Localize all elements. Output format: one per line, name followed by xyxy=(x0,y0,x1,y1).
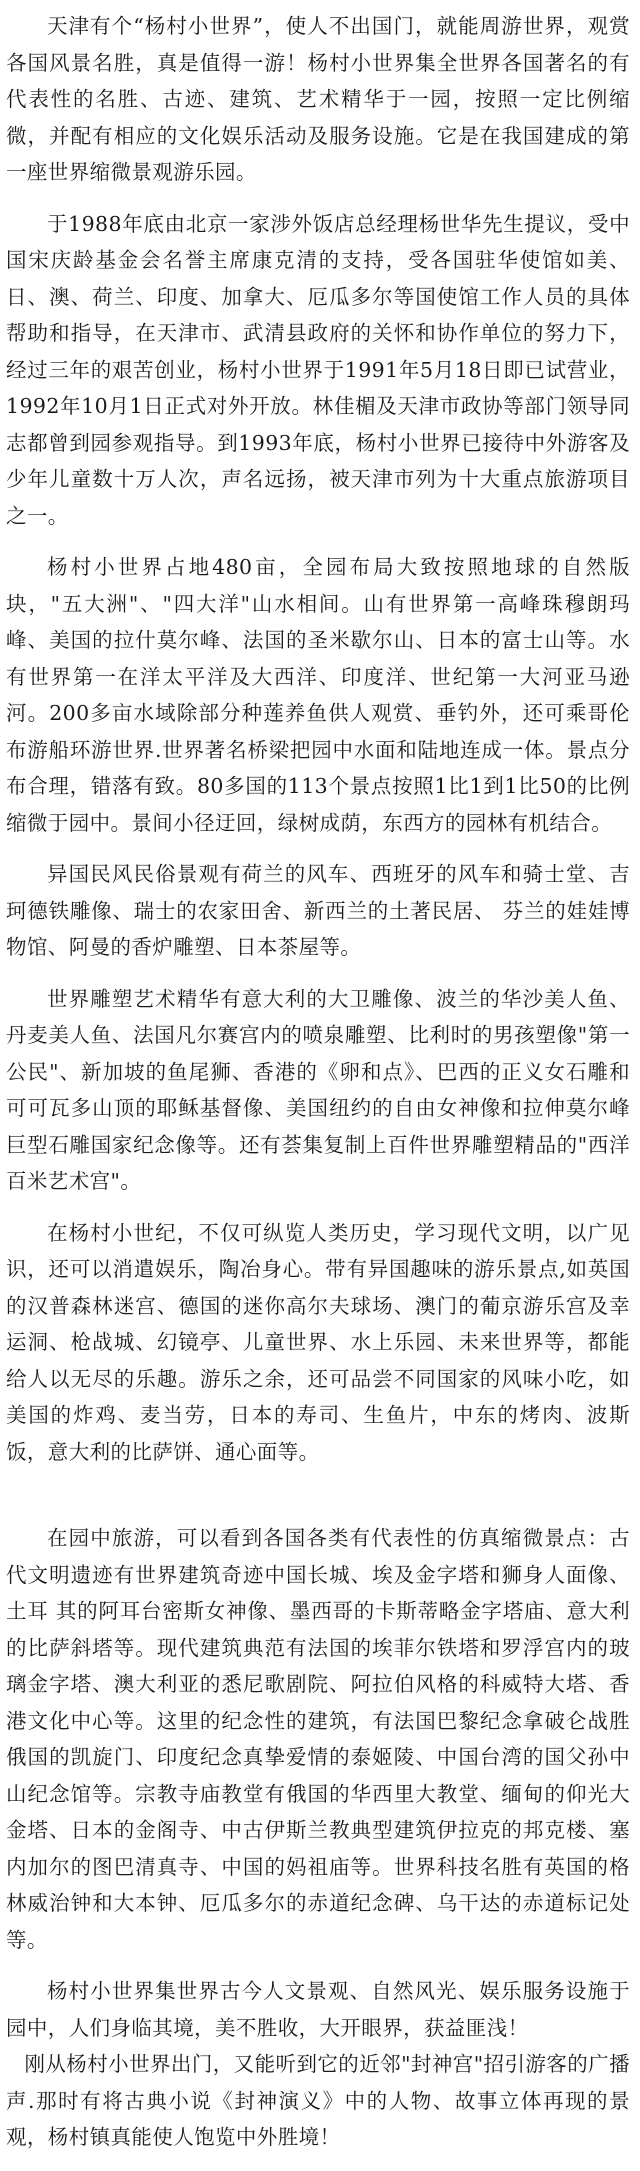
paragraph-layout: 杨村小世界占地480亩，全园布局大致按照地球的自然版块，"五大洲"、"四大洋"山水相间。山有世界第一高峰珠穆朗玛峰、美国的拉什莫尔峰、法国的圣米歇尔山、日本的富士山等。水有世界第一在洋太平洋及大西洋、印度洋、世纪第一大河亚马逊河。200多亩水域除部分种莲养鱼供人观赏、垂钓外，还可乘哥伦布游船环游世界.世界著名桥梁把园中水面和陆地连成一体。景点分布合理，错落有致。80多国的113个景点按照1比1到1比50的比例缩微于园中。景间小径迂回，绿树成荫，东西方的园林有机结合。 xyxy=(6,555,630,835)
paragraph-fengshen-palace: 刚从杨村小世界出门，又能听到它的近邻"封神宫"招引游客的广播声.那时有将古典小说《封神演义》中的人物、故事立体再现的景观，杨村镇真能使人饱览中外胜境！ xyxy=(6,2052,630,2149)
paragraph-folk-customs: 异国民风民俗景观有荷兰的风车、西班牙的风车和骑士堂、吉珂德铁雕像、瑞士的农家田舍、新西兰的土著民居、 芬兰的娃娃博物馆、阿曼的香炉雕塑、日本茶屋等。 xyxy=(6,862,630,959)
paragraph-intro: 天津有个“杨村小世界”，使人不出国门，就能周游世界，观赏各国风景名胜，真是值得一游！杨村小世界集全世界各国著名的有代表性的名胜、古迹、建筑、艺术精华于一园，按照一定比例缩微，并配有相应的文化娱乐活动及服务设施。它是在我国建成的第一座世界缩微景观游乐园。 xyxy=(6,14,630,184)
paragraph-history: 于1988年底由北京一家涉外饭店总经理杨世华先生提议，受中国宋庆龄基金会名誉主席康克清的支持，受各国驻华使馆如美、日、澳、荷兰、印度、加拿大、厄瓜多尔等国使馆工作人员的具体帮助和指导，在天津市、武清县政府的关怀和协作单位的努力下，经过三年的艰苦创业，杨村小世界于1991年5月18日即已试营业，1992年10月1日正式对外开放。林佳楣及天津市政协等部门领导同志都曾到园参观指导。到1993年底，杨村小世界已接待中外游客及少年儿童数十万人次，声名远扬，被天津市列为十大重点旅游项目之一。 xyxy=(6,211,630,528)
article-body xyxy=(6,8,630,2171)
paragraph-summary: 杨村小世界集世界古今人文景观、自然风光、娱乐服务设施于园中，人们身临其境，美不胜收，大开眼界，获益匪浅！ xyxy=(6,1979,630,2040)
paragraph-entertainment: 在杨村小世纪，不仅可纵览人类历史，学习现代文明，以广见识，还可以消遣娱乐，陶冶身心。带有异国趣味的游乐景点,如英国的汉普森林迷宫、德国的迷你高尔夫球场、澳门的葡京游乐宫及幸运洞、枪战城、幻镜亭、儿童世界、水上乐园、未来世界等，都能给人以无尽的乐趣。游乐之余，还可品尝不同国家的风味小吃，如美国的炸鸡、麦当劳，日本的寿司、生鱼片，中东的烤肉、波斯饭，意大利的比萨饼、通心面等。 xyxy=(6,1220,630,1464)
paragraph-miniature-sights: 在园中旅游，可以看到各国各类有代表性的仿真缩微景点：古代文明遗迹有世界建筑奇迹中国长城、埃及金字塔和狮身人面像、土耳 其的阿耳台密斯女神像、墨西哥的卡斯蒂略金字塔庙、意大利的比萨斜塔等。现代建筑典范有法国的埃菲尔铁塔和罗浮宫内的玻璃金字塔、澳大利亚的悉尼歌剧院、阿拉伯风格的科威特大塔、香港文化中心等。这里的纪念性的建筑，有法国巴黎纪念拿破仑战胜俄国的凯旋门、印度纪念真挚爱情的泰姬陵、中国台湾的国父孙中山纪念馆等。宗教寺庙教堂有俄国的华西里大教堂、缅甸的仰光大金塔、日本的金阁寺、中古伊斯兰教典型建筑伊拉克的邦克楼、塞内加尔的图巴清真寺、中国的妈祖庙等。世界科技名胜有英国的格林威治钟和大本钟、厄瓜多尔的赤道纪念碑、乌干达的赤道标记处等。 xyxy=(6,1526,630,1952)
paragraph-sculpture: 世界雕塑艺术精华有意大利的大卫雕像、波兰的华沙美人鱼、丹麦美人鱼、法国凡尔赛宫内的喷泉雕塑、比利时的男孩塑像"第一公民"、新加坡的鱼尾狮、香港的《卵和点》、巴西的正义女石雕和可可瓦多山顶的耶稣基督像、美国纽约的自由女神像和拉伸莫尔峰巨型石雕国家纪念像等。还有荟集复制上百件世界雕塑精品的"西洋百米艺术宫"。 xyxy=(6,986,630,1193)
